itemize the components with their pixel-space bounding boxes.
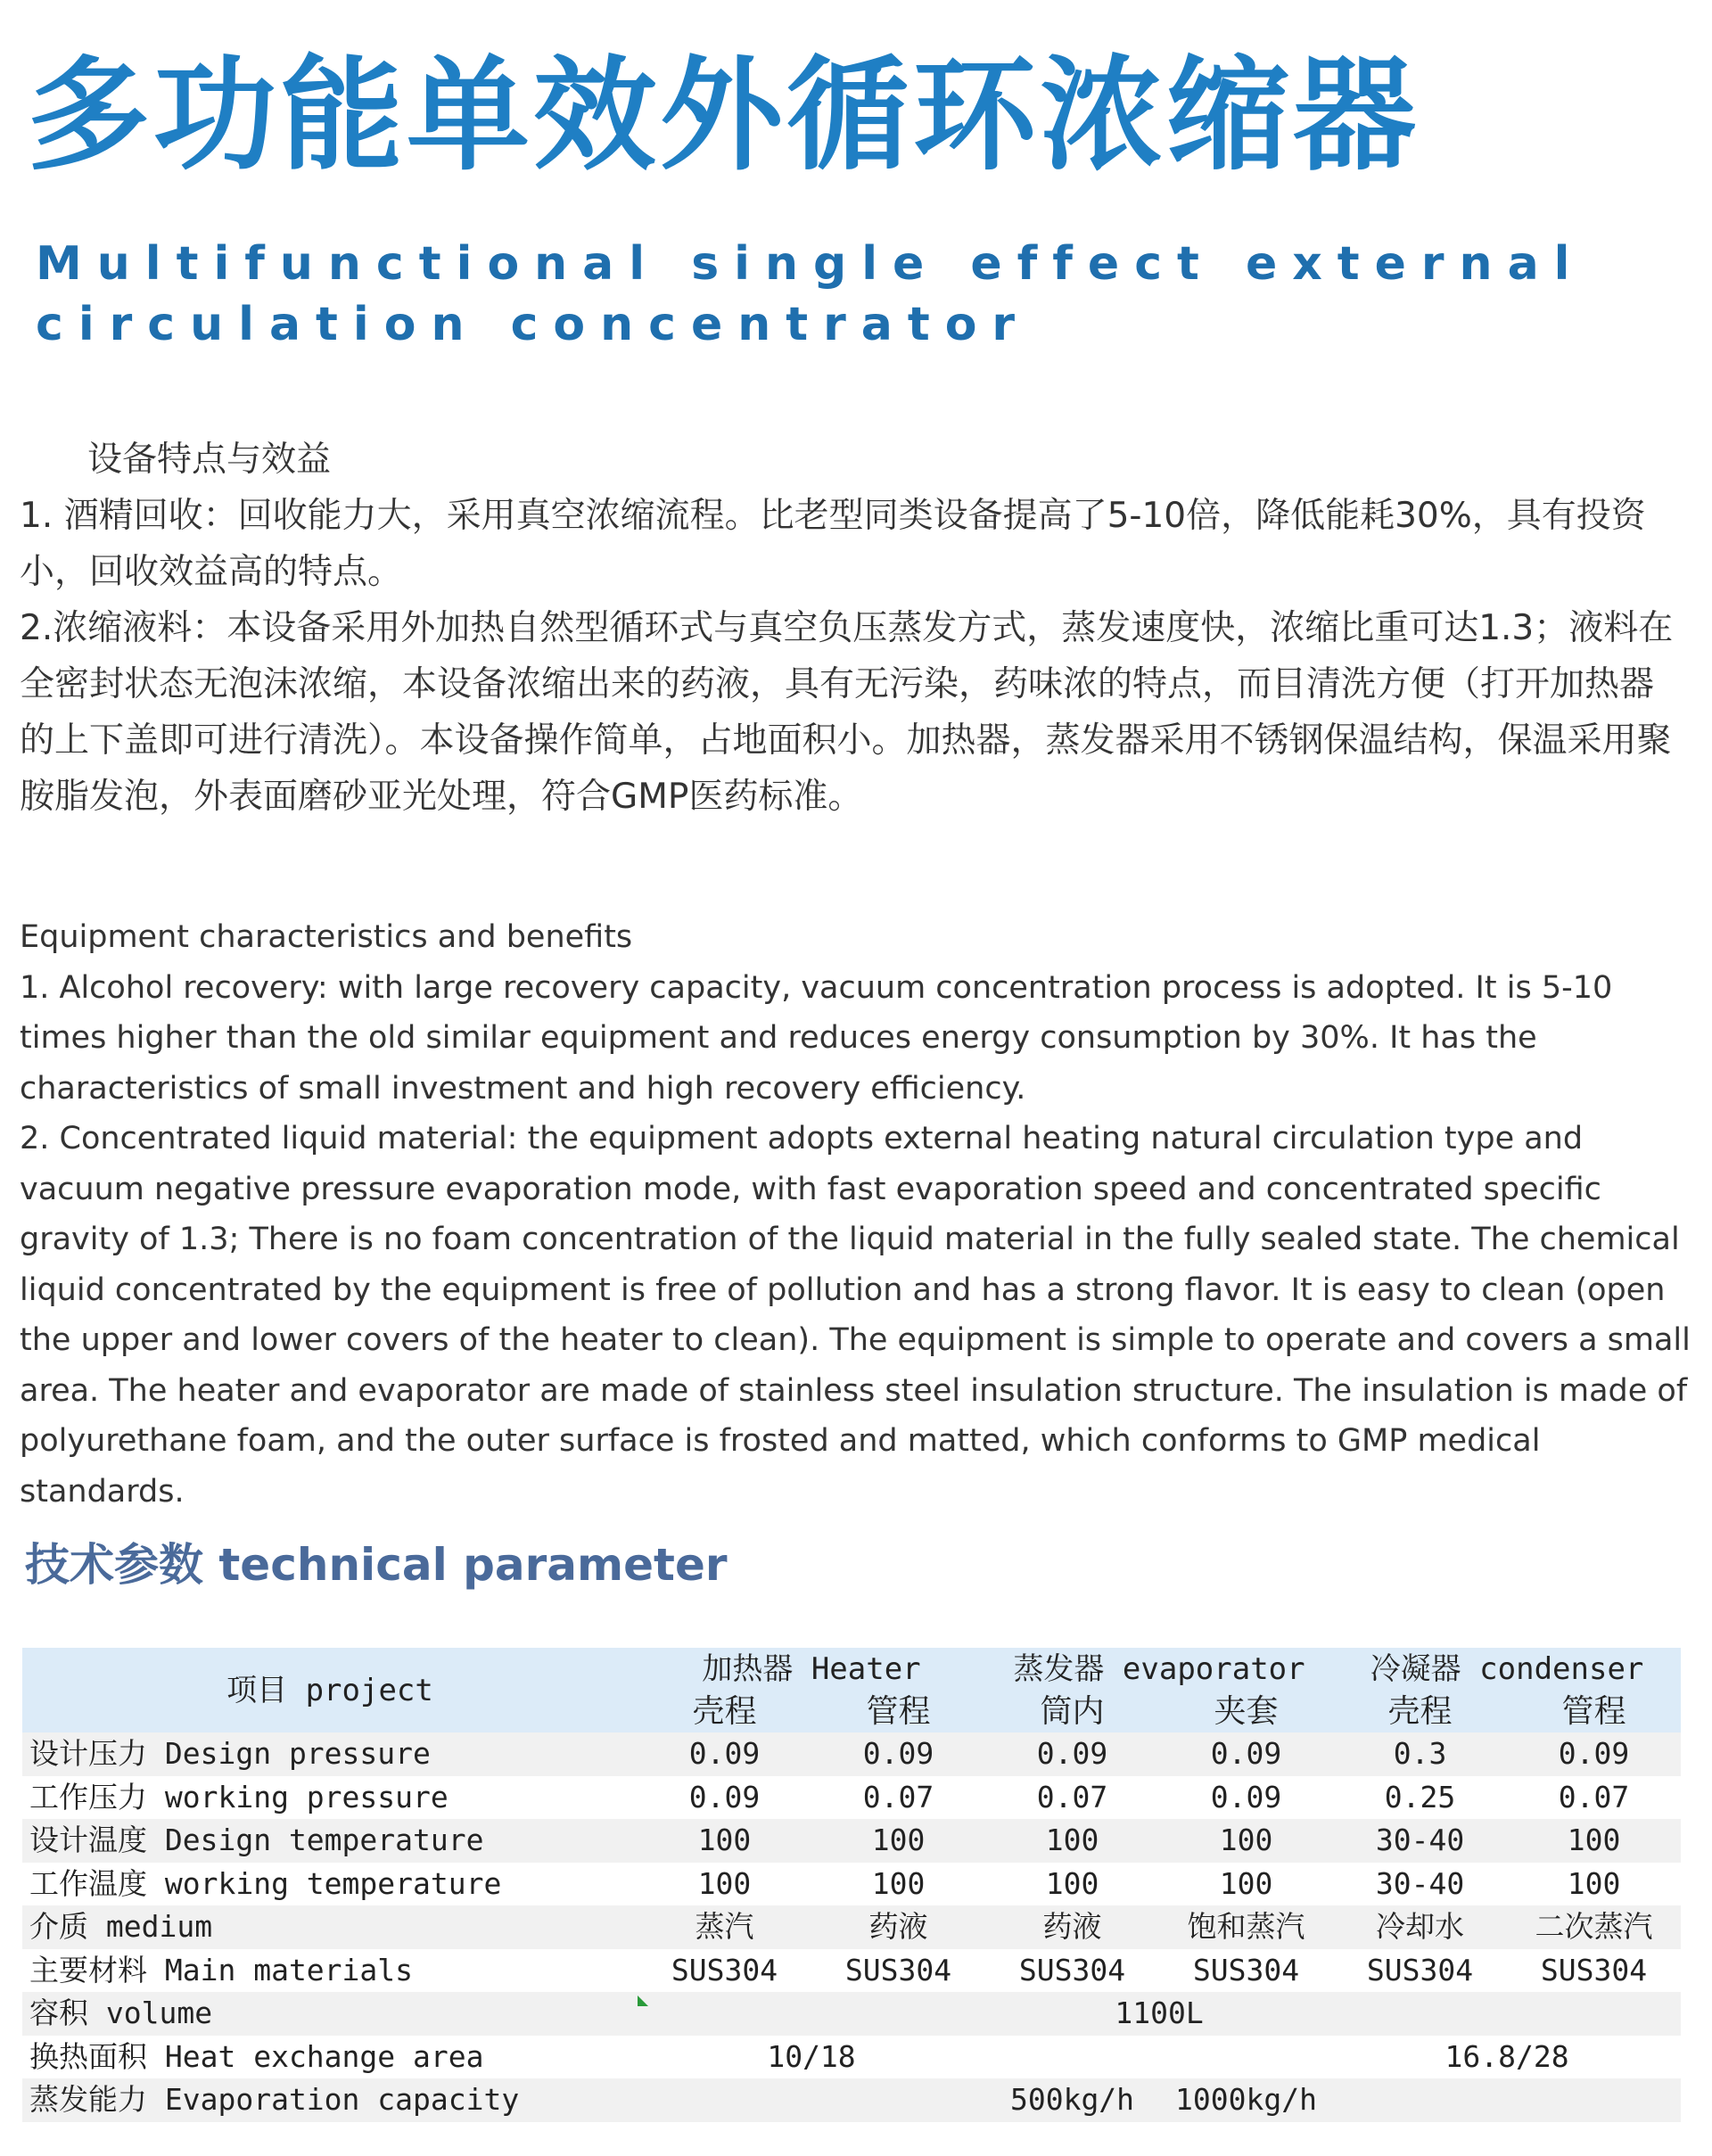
table-cell: 100 (871, 1865, 926, 1901)
evap-capacity-value-1: 500kg/h (985, 2078, 1159, 2122)
table-cell: 药液 (811, 1905, 985, 1949)
row-label: 工作温度 working temperature (29, 1865, 502, 1901)
table-cell (1333, 2078, 1507, 2122)
table-cell: 100 (1045, 1865, 1099, 1901)
table-cell: 0.07 (1558, 1779, 1630, 1814)
table-row-evap-capacity (22, 2078, 1681, 2122)
table-cell: 0.3 (1333, 1732, 1507, 1776)
row-label: 主要材料 Main materials (29, 1952, 414, 1987)
table-cell: 0.25 (1384, 1779, 1456, 1814)
table-row (22, 1863, 1681, 1906)
row-label: 介质 medium (22, 1905, 638, 1949)
table-cell: 0.07 (1036, 1779, 1108, 1814)
subheader-cell: 夹套 (1159, 1691, 1333, 1732)
row-label: 蒸发能力 Evaporation capacity (22, 2078, 638, 2122)
cn-paragraph-1: 1. 酒精回收：回收能力大，采用真空浓缩流程。比老型同类设备提高了5-10倍，降低能耗30%，具有投资小，回收效益高的特点。 (20, 496, 1646, 592)
table-cell: 100 (1507, 1819, 1681, 1863)
technical-parameter-table (22, 1648, 1681, 2122)
table-cell: 0.07 (862, 1779, 934, 1814)
subheader-cell: 筒内 (985, 1691, 1159, 1732)
table-cell: 0.09 (811, 1732, 985, 1776)
en-paragraph-1: 1. Alcohol recovery: with large recovery capacity, vacuum concentration process is adopted. It is 5-10 times higher than the old similar equipment and reduces energy consumption by 30%. It has the characteristics of small investment and high recovery efficiency. (20, 969, 1613, 1107)
row-label: 工作压力 working pressure (29, 1779, 449, 1814)
subheader-cell: 壳程 (638, 1691, 811, 1732)
table-cell: 100 (811, 1819, 985, 1863)
table-cell: 0.09 (1507, 1732, 1681, 1776)
table-row (22, 1905, 1681, 1949)
table-cell: 100 (1567, 1865, 1621, 1901)
page-title-en: Multifunctional single effect external circulation concentrator (36, 237, 1585, 351)
table-cell: SUS304 (1540, 1952, 1648, 1987)
condenser-area-value: 16.8/28 (1444, 2038, 1569, 2074)
table-cell: 100 (697, 1865, 752, 1901)
heater-area-value: 10/18 (767, 2038, 856, 2074)
table-cell: 100 (638, 1819, 811, 1863)
table-cell (811, 2078, 985, 2122)
table-row (22, 1776, 1681, 1820)
table-cell: 0.09 (1159, 1732, 1333, 1776)
volume-value: 1100L (638, 1992, 1681, 2036)
table-cell: 0.09 (638, 1732, 811, 1776)
cn-description-section (20, 432, 1687, 825)
table-row (22, 1819, 1681, 1863)
en-section-heading: Equipment characteristics and benefits (20, 919, 633, 955)
table-cell: 100 (1219, 1865, 1273, 1901)
table-row-volume (22, 1992, 1681, 2036)
evaporator-area-empty (985, 2036, 1333, 2079)
table-cell: SUS304 (671, 1952, 778, 1987)
cn-section-heading: 设备特点与效益 (87, 440, 332, 480)
table-cell: 0.09 (688, 1779, 761, 1814)
table-cell: 30-40 (1375, 1865, 1465, 1901)
subheader-cell: 管程 (1507, 1691, 1681, 1732)
table-cell: 100 (985, 1819, 1159, 1863)
row-label: 换热面积 Heat exchange area (29, 2038, 484, 2074)
table-cell: 0.09 (985, 1732, 1159, 1776)
project-header-cell: 项目 project (22, 1648, 638, 1732)
table-cell: SUS304 (844, 1952, 952, 1987)
table-row (22, 1949, 1681, 1993)
group-header-condenser: 冷凝器 condenser (1333, 1648, 1681, 1691)
table-cell: 100 (1159, 1819, 1333, 1863)
en-paragraph-2: 2. Concentrated liquid material: the equipment adopts external heating natural circulation type and vacuum negative pressure evaporation mode, with fast evaporation speed and concentrated specific gravity of 1.3; There is no foam concentration of the liquid material in the fully sealed state. The chemical liquid concentrated by the equipment is free of pollution and has a strong flavor. It is easy to clean (open the upper and lower covers of the heater to clean). The equipment is simple to operate and covers a small area. The heater and evaporator are made of stainless steel insulation structure. The insulation is made of polyurethane foam, and the outer surface is frosted and matted, which conforms to GMP medical standards. (20, 1121, 1691, 1510)
page-title-cn: 多功能单效外循环浓缩器 (27, 44, 1420, 187)
table-cell: 饱和蒸汽 (1159, 1905, 1333, 1949)
table-cell (638, 2078, 811, 2122)
table-cell: 30-40 (1333, 1819, 1507, 1863)
table-cell: 0.09 (1210, 1779, 1282, 1814)
table-row (22, 1732, 1681, 1776)
table-row-heat-area (22, 2036, 1681, 2079)
cn-paragraph-2: 2.浓缩液料：本设备采用外加热自然型循环式与真空负压蒸发方式，蒸发速度快，浓缩比重可达1.3；液料在全密封状态无泡沫浓缩，本设备浓缩出来的药液，具有无污染，药味浓的特点，而目清洗方便（打开加热器的上下盖即可进行清洗）。本设备操作简单，占地面积小。加热器，蒸发器采用不锈钢保温结构，保温采用聚胺脂发泡，外表面磨砂亚光处理，符合GMP医药标准。 (20, 608, 1674, 817)
row-label: 设计压力 Design pressure (22, 1732, 638, 1776)
table-cell: 冷却水 (1333, 1905, 1507, 1949)
cell-comment-marker (638, 1996, 648, 2006)
table-cell: 二次蒸汽 (1507, 1905, 1681, 1949)
table-header-row (22, 1648, 1681, 1691)
table-cell: SUS304 (1366, 1952, 1474, 1987)
table-cell: 药液 (985, 1905, 1159, 1949)
table-cell: SUS304 (1018, 1952, 1126, 1987)
subheader-cell: 壳程 (1333, 1691, 1507, 1732)
group-header-heater: 加热器 Heater (638, 1648, 985, 1691)
subheader-cell: 管程 (811, 1691, 985, 1732)
evap-capacity-value-2: 1000kg/h (1159, 2078, 1333, 2122)
table-cell: SUS304 (1192, 1952, 1300, 1987)
table-cell (1507, 2078, 1681, 2122)
technical-parameter-heading: 技术参数 technical parameter (25, 1539, 728, 1591)
row-label: 设计温度 Design temperature (22, 1819, 638, 1863)
row-label: 容积 volume (22, 1992, 638, 2036)
group-header-evaporator: 蒸发器 evaporator (985, 1648, 1333, 1691)
table-cell: 蒸汽 (638, 1905, 811, 1949)
en-description-section (20, 912, 1696, 1517)
